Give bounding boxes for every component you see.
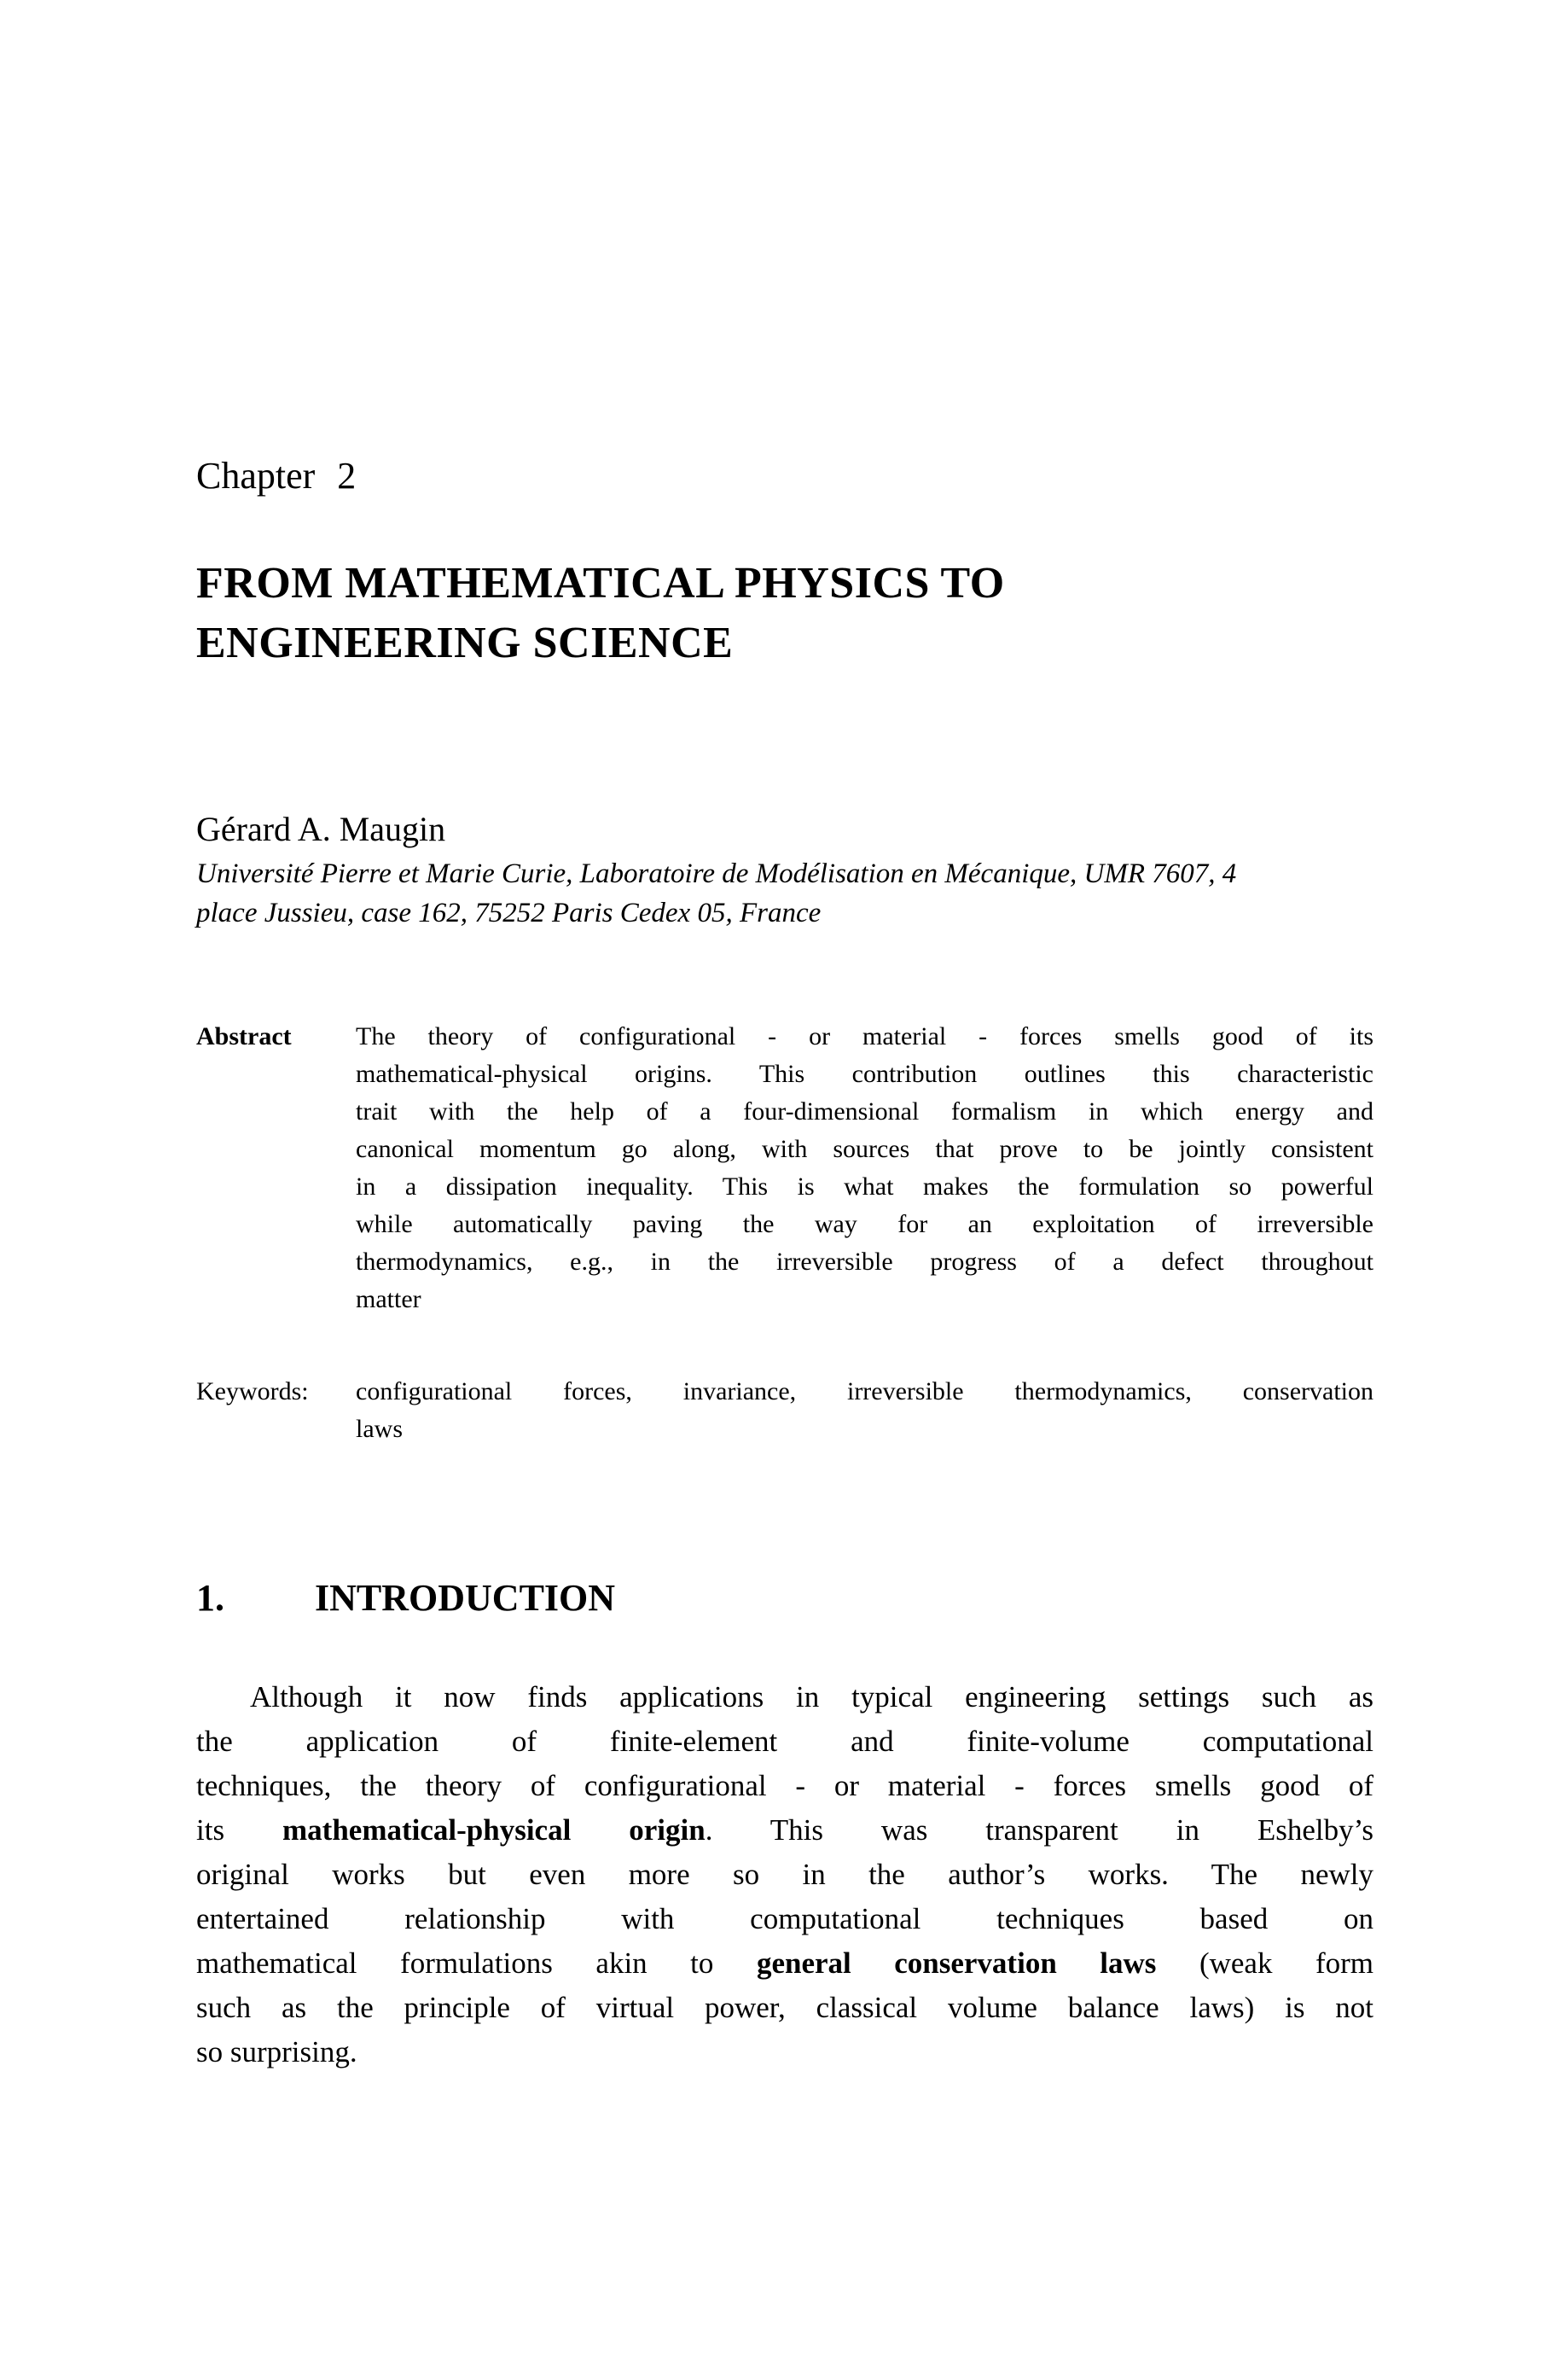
abstract-line: in a dissipation inequality. This is what makes the formulation so powerful	[356, 1172, 1373, 1201]
paragraph-text: mathematical formulations akin to	[196, 1946, 757, 1980]
paragraph-text: its	[196, 1813, 283, 1847]
title-line-2: ENGINEERING SCIENCE	[196, 619, 734, 667]
section-number: 1.	[196, 1577, 224, 1619]
paragraph-line: the application of finite-element and finite-volume computational	[196, 1725, 1373, 1758]
title-line-1: FROM MATHEMATICAL PHYSICS TO	[196, 559, 1005, 608]
keywords-line: laws	[356, 1415, 403, 1443]
affiliation-line-2: place Jussieu, case 162, 75252 Paris Cedex 05, France	[196, 898, 822, 928]
keywords-line: configurational forces, invariance, irreversible thermodynamics, conservation	[356, 1377, 1373, 1405]
paragraph-line: techniques, the theory of configurational - or material - forces smells good of	[196, 1769, 1373, 1802]
paragraph-line	[196, 1941, 1373, 1986]
chapter-word: Chapter	[196, 455, 316, 497]
abstract-line: while automatically paving the way for an exploitation of irreversible	[356, 1210, 1373, 1238]
keywords-label: Keywords:	[196, 1377, 309, 1405]
section-heading-introduction	[196, 1578, 1373, 1619]
affiliation-line-1: Université Pierre et Marie Curie, Laboratoire de Modélisation en Mécanique, UMR 7607, 4	[196, 858, 1237, 889]
abstract-label: Abstract	[196, 1022, 292, 1050]
abstract-text	[356, 1018, 1373, 1318]
bold-phrase: general conservation laws	[756, 1946, 1157, 1980]
keywords-section	[196, 1373, 1373, 1448]
abstract-section	[196, 1018, 1373, 1318]
keywords-text	[356, 1373, 1373, 1448]
abstract-line: mathematical-physical origins. This contribution outlines this characteristic	[356, 1060, 1373, 1088]
paragraph-line: so surprising.	[196, 2035, 357, 2068]
abstract-line: The theory of configurational - or material - forces smells good of its	[356, 1022, 1373, 1050]
abstract-line: canonical momentum go along, with sources that prove to be jointly consistent	[356, 1135, 1373, 1163]
author-affiliation	[196, 854, 1373, 933]
paragraph-line	[196, 1808, 1373, 1853]
paragraph-line: original works but even more so in the author’s works. The newly	[196, 1858, 1373, 1891]
chapter-heading	[196, 457, 1373, 496]
intro-paragraph	[196, 1675, 1373, 2074]
paragraph-line: entertained relationship with computational techniques based on	[196, 1902, 1373, 1935]
paragraph-text: . This was transparent in Eshelby’s	[705, 1813, 1373, 1847]
abstract-line: matter	[356, 1285, 421, 1313]
abstract-line: trait with the help of a four-dimensional formalism in which energy and	[356, 1097, 1373, 1126]
section-title: INTRODUCTION	[315, 1577, 616, 1619]
page-title	[196, 554, 1373, 673]
paragraph-text: (weak form	[1156, 1946, 1373, 1980]
paragraph-line: such as the principle of virtual power, classical volume balance laws) is not	[196, 1991, 1373, 2024]
bold-phrase: mathematical-physical origin	[282, 1813, 706, 1847]
abstract-line: thermodynamics, e.g., in the irreversible progress of a defect throughout	[356, 1248, 1373, 1276]
paragraph-line: Although it now finds applications in typical engineering settings such as	[250, 1680, 1373, 1713]
author-name: Gérard A. Maugin	[196, 810, 446, 848]
chapter-number: 2	[337, 455, 357, 497]
